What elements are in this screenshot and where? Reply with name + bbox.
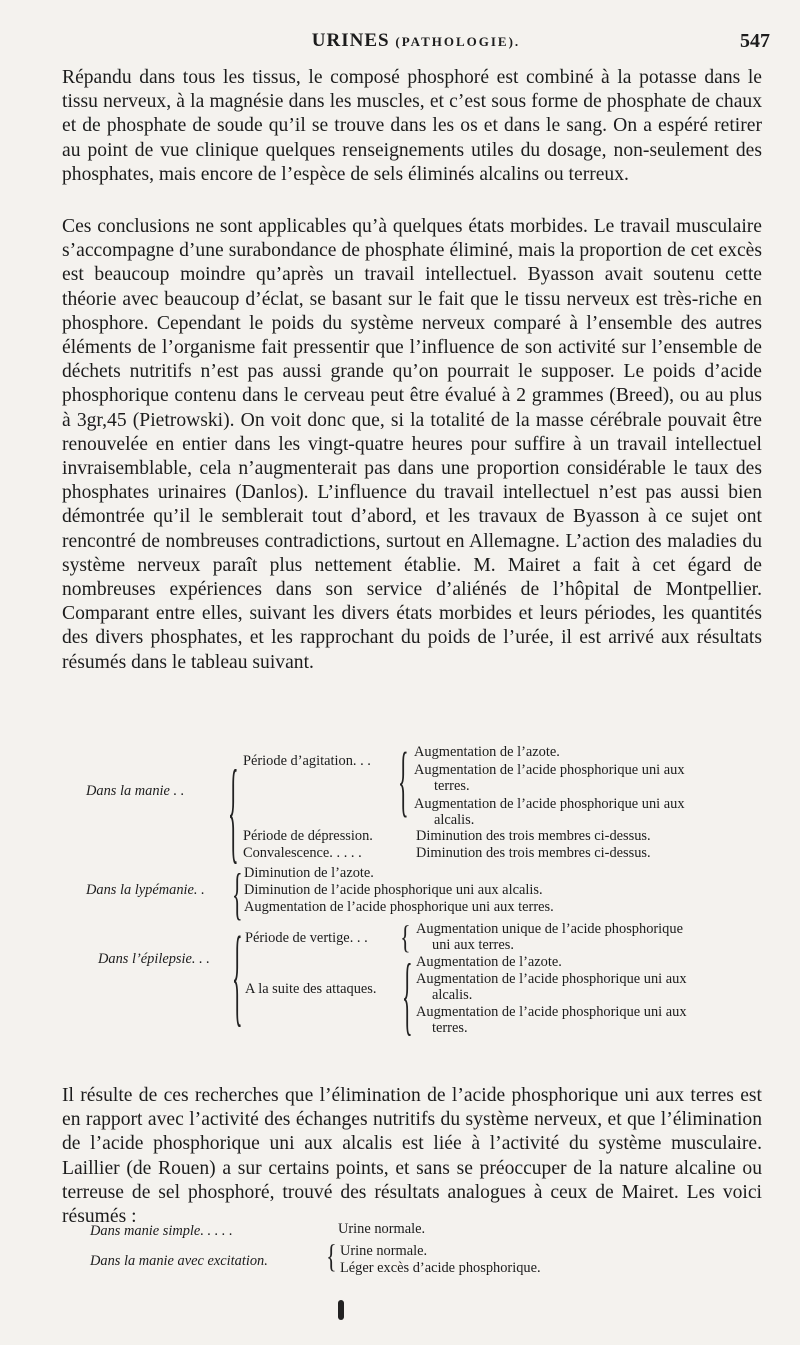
table-label-agitation: Période d’agitation. . .: [243, 753, 371, 769]
table-item: Urine normale.: [338, 1221, 426, 1237]
table-item: uni aux terres.: [432, 937, 514, 953]
table-item: Augmentation de l’azote.: [416, 954, 562, 970]
table-label-vertige: Période de vertige. . .: [245, 930, 368, 946]
ink-mark: [338, 1300, 344, 1320]
brace: {: [398, 734, 409, 825]
header-title-main: URINES: [311, 30, 390, 51]
table-item: terres.: [432, 1020, 468, 1036]
table-label-manie-excitation: Dans la manie avec excitation.: [90, 1253, 268, 1269]
brace: {: [400, 918, 411, 956]
table-label-depression: Période de dépression.: [243, 828, 373, 844]
table-item: Diminution de l’acide phosphorique uni aux alcalis.: [244, 882, 543, 898]
table-item: Diminution de l’azote.: [244, 865, 374, 881]
brace: {: [402, 944, 413, 1044]
table-item: Augmentation de l’azote.: [414, 744, 560, 760]
paragraph-resultats: Il résulte de ces recherches que l’élimination de l’acide phosphorique uni aux terres est en rapport avec l’activité des échanges nutritifs du système nerveux, et que l’élimination de l’acide phosphorique uni aux alcalis est liée à l’activité du système musculaire. Laillier (de Rouen) a sur certains points, et sans se préoccuper de la nature alcaline ou terreuse de sel phosphoré, trouvé des résultats analogues à ceux de Mairet. Les voici résumés :: [62, 1085, 762, 1228]
table-item: Augmentation de l’acide phosphorique uni aux: [414, 762, 685, 778]
paragraph-conclusions: Ces conclusions ne sont applicables qu’à quelques états morbides. Le travail musculaire s’accompagne d’une surabondance de phosphate éliminé, mais la proportion de cet excès est beaucoup moindre qu’après un travail intellectuel. Byasson avait soutenu cette théorie avec beaucoup d’éclat, se basant sur le fait que le tissu nerveux est très-riche en phosphore. Cependant le poids du système nerveux comparé à l’ensemble des autres éléments de l’organisme fait pressentir que l’influence de son activité sur l’ensemble de déchets nutritifs n’est pas aussi grande qu’on pourrait le supposer. Le poids d’acide phosphorique contenu dans le cerveau peut être évalué à 2 grammes (Breed), ou au plus à 3gr,45 (Pietrowski). On voit donc que, si la totalité de la masse cérébrale pouvait être renouvelée en entier dans les vingt-quatre heures pour suffire à un travail intellectuel invraisemblable, cela n’augmenterait pas dans une proportion considérable le taux des phosphates urinaires (Danlos). L’influence du travail intellectuel n’est pas aussi bien démontrée qu’il le semblerait tout d’abord, et les travaux de Byasson à ce sujet ont rencontré de nombreuses contradictions, surtout en Allemagne. L’action des maladies du système nerveux paraît plus nettement établie. M. Mairet a fait à cet égard de nombreuses expériences dans son service d’aliénés de l’hôpital de Montpellier. Comparant entre elles, suivant les divers états morbides et leurs périodes, les quantités des divers phosphates, et les rapprochant du poids de l’urée, il est arrivé aux résultats résumés dans le tableau suivant.: [62, 216, 762, 673]
table-label-manie-simple: Dans manie simple. . . . .: [90, 1223, 233, 1239]
table-item: terres.: [434, 778, 470, 794]
table-item: Diminution des trois membres ci-dessus.: [416, 828, 651, 844]
table-label-convalescence: Convalescence. . . . .: [243, 845, 362, 861]
brace: {: [232, 860, 243, 926]
table-item: alcalis.: [434, 812, 475, 828]
table-label-attaques: A la suite des attaques.: [245, 981, 377, 997]
table-label-lypemanie: Dans la lypémanie. .: [86, 882, 205, 898]
table-item: Urine normale.: [340, 1243, 428, 1259]
table-item: Augmentation de l’acide phosphorique uni aux: [416, 971, 687, 987]
table-item: Augmentation de l’acide phosphorique uni aux: [416, 1004, 687, 1020]
table-label-epilepsie: Dans l’épilepsie. . .: [98, 951, 210, 967]
brace: {: [232, 912, 243, 1037]
table-item: Diminution des trois membres ci-dessus.: [416, 845, 651, 861]
table-item: Augmentation unique de l’acide phosphorique: [416, 921, 683, 937]
header-title-sub: (PATHOLOGIE).: [395, 34, 521, 49]
paragraph-phosphore: Répandu dans tous les tissus, le composé phosphoré est combiné à la potasse dans le tissu nerveux, à la magnésie dans les muscles, et c’est sous forme de phosphate de chaux et de phosphate de soude qu’il se trouve dans les os et dans le sang. On a espéré retirer au point de vue clinique quelques renseignements utiles du dosage, non-seulement des phosphates, mais encore de l’espèce de sels éliminés alcalins ou terreux.: [62, 67, 762, 185]
page-number: 547: [740, 30, 770, 52]
table-item: Augmentation de l’acide phosphorique uni aux: [414, 796, 685, 812]
brace: {: [228, 744, 239, 875]
table-item: alcalis.: [432, 987, 473, 1003]
brace: {: [326, 1237, 337, 1275]
table-item: Augmentation de l’acide phosphorique uni aux terres.: [244, 899, 554, 915]
table-item: Léger excès d’acide phosphorique.: [340, 1260, 541, 1276]
table-label-manie: Dans la manie . .: [86, 783, 185, 799]
